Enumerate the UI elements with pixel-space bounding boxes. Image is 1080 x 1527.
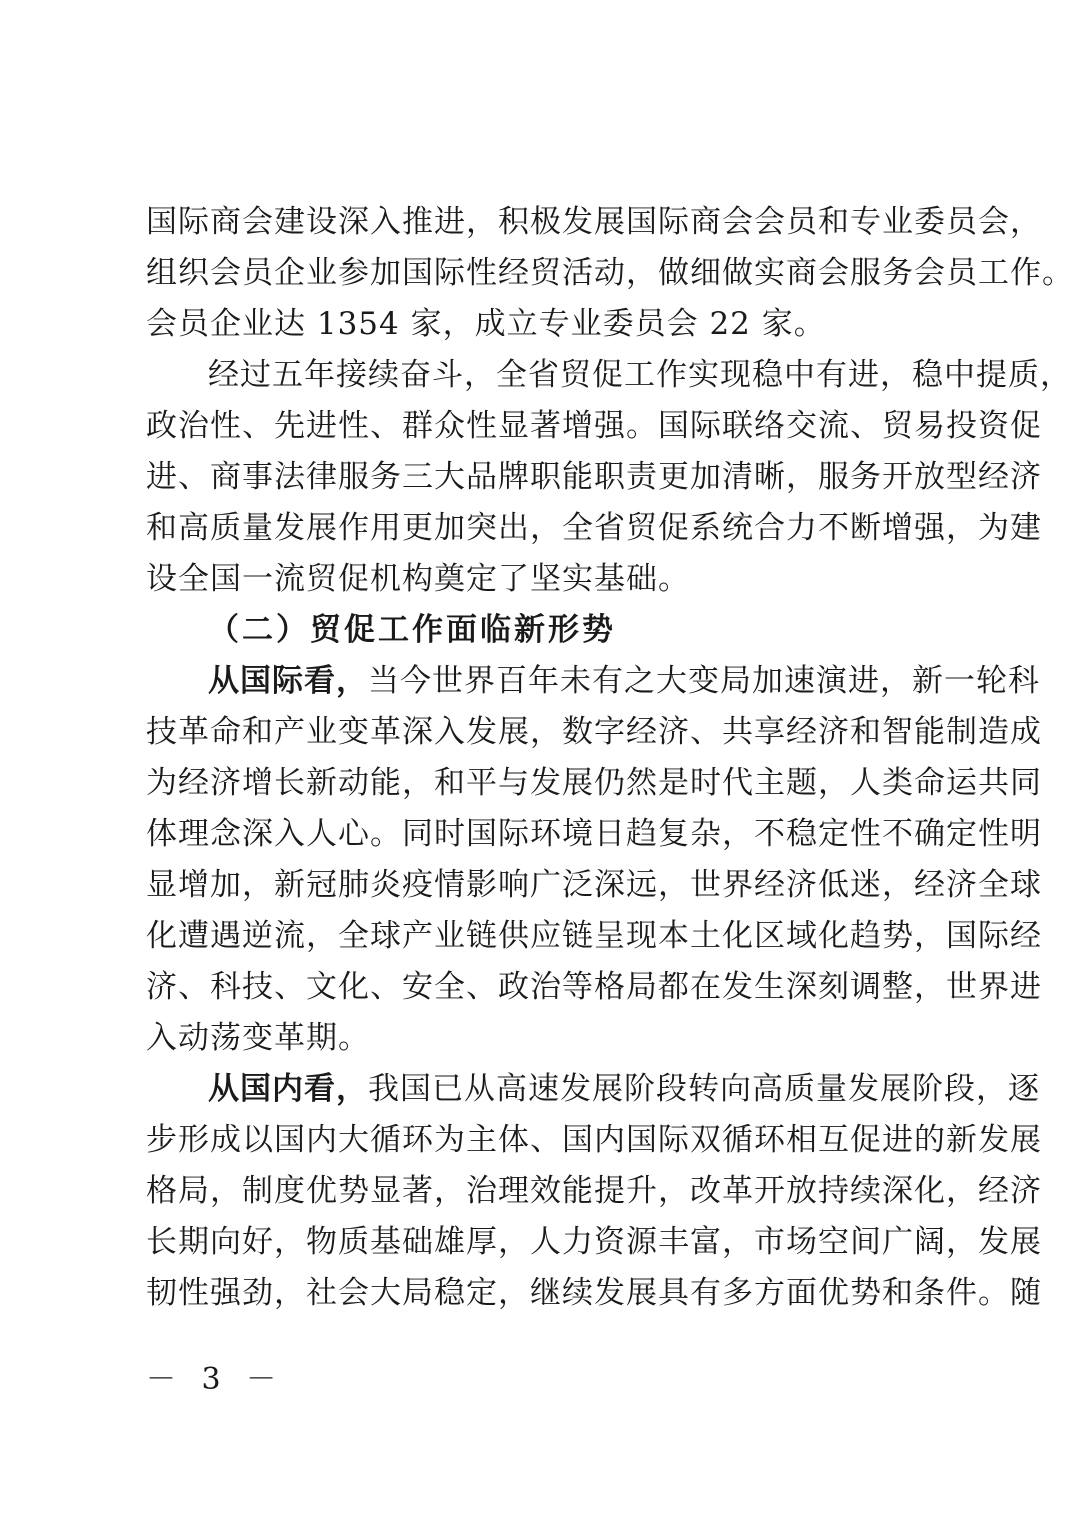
page-number: － 3 － [146,1362,285,1397]
body-text-line: 格局，制度优势显著，治理效能提升，改革开放持续深化，经济 [146,1173,1042,1209]
body-text-line: 为经济增长新动能，和平与发展仍然是时代主题，人类命运共同 [146,765,1042,801]
body-text-line: 进、商事法律服务三大品牌职能职责更加清晰，服务开放型经济 [146,459,1042,495]
body-text-line: 步形成以国内大循环为主体、国内国际双循环相互促进的新发展 [146,1122,1042,1158]
body-text-line: 组织会员企业参加国际性经贸活动，做细做实商会服务会员工作。 [146,255,1074,291]
body-text-line: 和高质量发展作用更加突出，全省贸促系统合力不断增强，为建 [146,510,1042,546]
body-text-span: 我国已从高速发展阶段转向高质量发展阶段，逐 [368,1071,1040,1107]
body-text-line: 长期向好，物质基础雄厚，人力资源丰富，市场空间广阔，发展 [146,1224,1042,1260]
body-text-line: 韧性强劲，社会大局稳定，继续发展具有多方面优势和条件。随 [146,1275,1042,1311]
body-text-line: 经过五年接续奋斗，全省贸促工作实现稳中有进，稳中提质， [208,357,1072,393]
body-text-line: 政治性、先进性、群众性显著增强。国际联络交流、贸易投资促 [146,408,1042,444]
body-text-line: 设全国一流贸促机构奠定了坚实基础。 [146,561,690,597]
paragraph-lead-text: 从国内看， [208,1071,368,1107]
paragraph-first-line [208,1069,1040,1109]
body-text-line: 入动荡变革期。 [146,1020,370,1056]
body-text-line: 化遭遇逆流，全球产业链供应链呈现本土化区域化趋势，国际经 [146,918,1042,954]
body-text-line: 技革命和产业变革深入发展，数字经济、共享经济和智能制造成 [146,714,1042,750]
body-text-line: 体理念深入人心。同时国际环境日趋复杂，不稳定性不确定性明 [146,816,1042,852]
paragraph-first-line [208,661,1040,701]
section-heading: （二）贸促工作面临新形势 [208,612,616,648]
body-text-line: 国际商会建设深入推进，积极发展国际商会会员和专业委员会， [146,204,1042,240]
body-text-line: 济、科技、文化、安全、政治等格局都在发生深刻调整，世界进 [146,969,1042,1005]
body-text-line: 会员企业达 1354 家，成立专业委员会 22 家。 [146,306,826,342]
body-text-span: 当今世界百年未有之大变局加速演进，新一轮科 [368,663,1040,699]
body-text-line: 显增加，新冠肺炎疫情影响广泛深远，世界经济低迷，经济全球 [146,867,1042,903]
paragraph-lead-text: 从国际看， [208,663,368,699]
